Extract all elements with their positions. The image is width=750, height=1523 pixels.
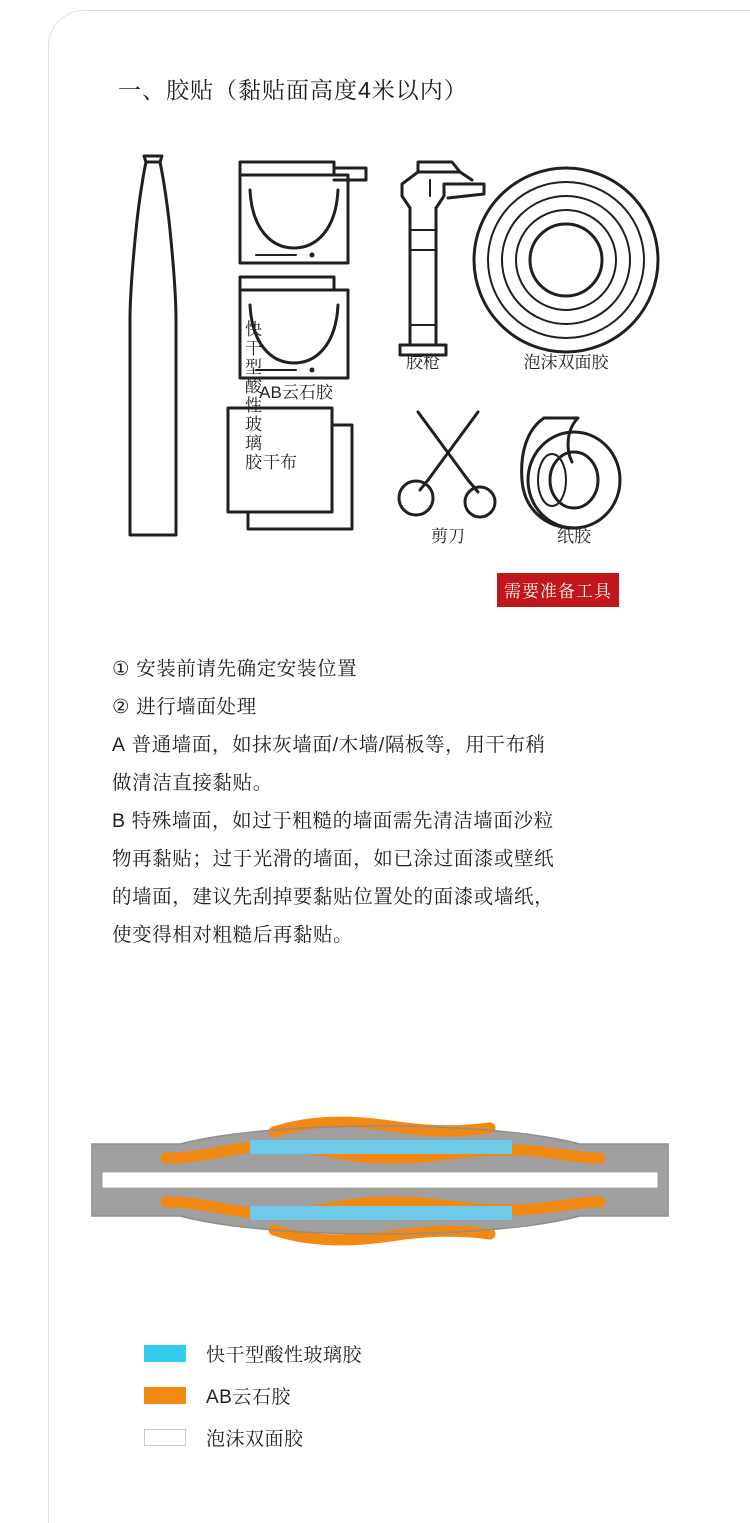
glass-glue-strip-bottom bbox=[250, 1206, 512, 1220]
list-item bbox=[112, 764, 652, 802]
legend-item-marble-glue bbox=[144, 1374, 564, 1416]
status-badge: 需要准备工具 bbox=[497, 573, 619, 607]
list-item bbox=[112, 688, 652, 726]
tool-label-ab-marble-glue: AB云石胶 bbox=[259, 383, 333, 402]
list-item-text: 使变得相对粗糙后再黏贴。 bbox=[112, 924, 354, 946]
list-item bbox=[112, 916, 652, 954]
list-item-text: 安装前请先确定安装位置 bbox=[136, 658, 358, 680]
instructions-list bbox=[112, 650, 652, 954]
legend-label: 泡沫双面胶 bbox=[206, 1428, 304, 1450]
legend-item-foam-tape bbox=[144, 1416, 564, 1458]
list-item-text: 的墙面，建议先刮掉要黏贴位置处的面漆或墙纸， bbox=[112, 886, 555, 908]
legend-swatch-icon bbox=[144, 1387, 186, 1404]
tools-illustration bbox=[100, 150, 660, 620]
glass-glue-strip-top bbox=[250, 1140, 512, 1154]
tool-label-paper-tape: 纸胶 bbox=[557, 527, 591, 546]
legend-label: 快干型酸性玻璃胶 bbox=[206, 1344, 363, 1366]
list-item-text: 进行墙面处理 bbox=[136, 696, 257, 718]
page-title: 一、胶贴（黏贴面高度4米以内） bbox=[118, 77, 468, 103]
cross-section-diagram bbox=[60, 1080, 700, 1280]
list-item-marker: B bbox=[112, 810, 126, 832]
list-item bbox=[112, 726, 652, 764]
legend bbox=[144, 1332, 564, 1458]
tools-svg bbox=[100, 150, 660, 620]
legend-swatch-icon bbox=[144, 1429, 186, 1446]
legend-swatch-icon bbox=[144, 1345, 186, 1362]
list-item bbox=[112, 650, 652, 688]
list-item bbox=[112, 840, 652, 878]
list-item bbox=[112, 802, 652, 840]
list-item-marker: A bbox=[112, 734, 126, 756]
tool-label-dry-cloth: 干布 bbox=[263, 453, 297, 472]
list-item-text: 做清洁直接黏贴。 bbox=[112, 772, 273, 794]
foam-tape-band bbox=[102, 1172, 658, 1188]
list-item-text: 物再黏贴；过于光滑的墙面，如已涂过面漆或壁纸 bbox=[112, 848, 555, 870]
legend-item-glass-glue bbox=[144, 1332, 564, 1374]
tool-label-foam-tape: 泡沫双面胶 bbox=[523, 353, 609, 372]
cross-section-svg bbox=[60, 1080, 700, 1280]
tool-label-glue-gun: 胶枪 bbox=[406, 353, 440, 372]
list-item-text: 普通墙面，如抹灰墙面/木墙/隔板等，用干布稍 bbox=[131, 734, 546, 756]
list-item-marker: ② bbox=[112, 696, 131, 718]
list-item-marker: ① bbox=[112, 658, 131, 680]
tool-label-scissors: 剪刀 bbox=[431, 527, 465, 546]
list-item bbox=[112, 878, 652, 916]
list-item-text: 特殊墙面，如过于粗糙的墙面需先清洁墙面沙粒 bbox=[131, 810, 554, 832]
tool-label-silicone-tube: 快干型酸性玻璃胶 bbox=[242, 320, 261, 472]
legend-label: AB云石胶 bbox=[206, 1386, 291, 1408]
